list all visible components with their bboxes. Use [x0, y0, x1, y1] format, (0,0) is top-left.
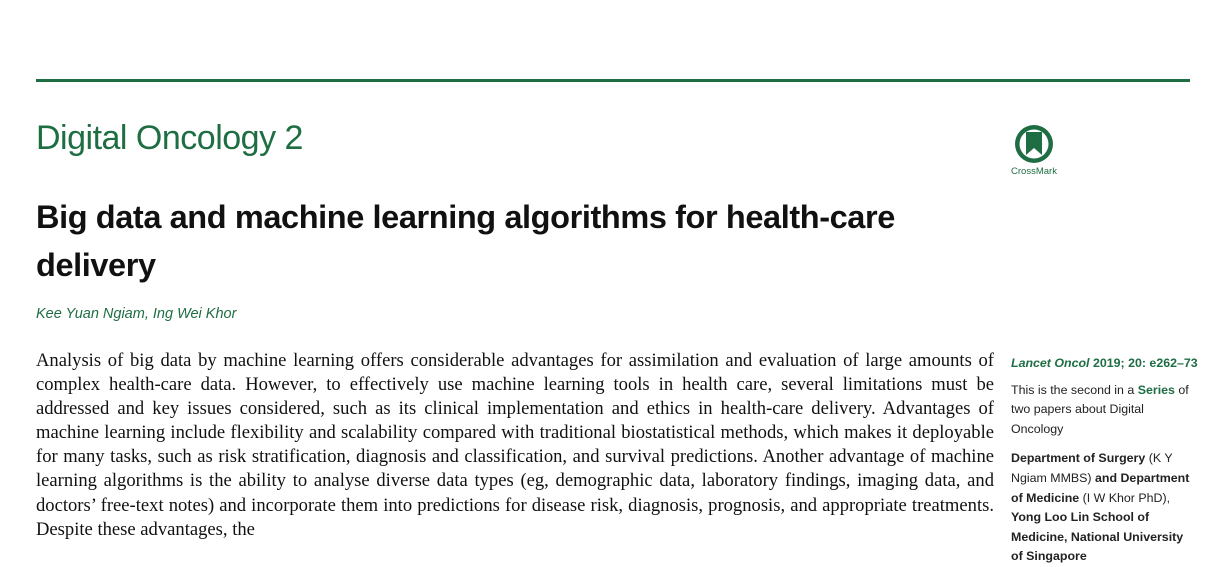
series-note-after: of two papers about Digital Oncology — [1011, 382, 1189, 436]
affil-ngiam: (K Y Ngiam MMBS) — [1011, 451, 1173, 485]
affiliations — [1011, 449, 1191, 567]
series-link[interactable]: Series — [1137, 382, 1175, 397]
affil-school: Yong Loo Lin School of Medicine, National — [1011, 510, 1150, 544]
header-rule — [36, 79, 1190, 82]
article-title: Big data and machine learning algorithms for health-care delivery — [36, 199, 895, 283]
author-list: Kee Yuan Ngiam, Ing Wei Khor — [36, 306, 237, 322]
abstract-text: Analysis of big data by machine learning offers considerable advantages for assimilation and evaluation of large amounts of complex health-care data. However, to effectively use machine learning tools in health care, several limitations must be addressed and key issues considered, such as its clinical implementation and ethics in health-care delivery. Advantages of machine learning include flexibility and scalability compared with traditional biostatistical methods, which makes it deployable for many tasks, such as risk stratification, diagnosis and classification, and survival predictions. Another advantage of machine learning algorithms is the ability to analyse diverse data types (eg, demographic data, laboratory findings, imaging data, and doctors’ free-text notes) and incorporate them into predictions for disease risk, diagnosis, prognosis, and appropriate treatments. Despite these advantages, the — [36, 350, 994, 540]
affil-dept-surgery: Department of Surgery — [1011, 451, 1146, 466]
crossmark-badge[interactable] — [1008, 124, 1060, 177]
affil-dept-medicine: Department of Medicine — [1011, 470, 1190, 505]
series-note-before: This is the second in a — [1011, 382, 1138, 397]
affil-khor: (I W Khor PhD), — [1079, 490, 1171, 505]
crossmark-icon — [1014, 124, 1054, 164]
affil-and: and — [1095, 470, 1118, 485]
crossmark-label: CrossMark — [1011, 166, 1057, 177]
affil-tail: University of Singapore — [1011, 529, 1184, 564]
sidebar — [1011, 354, 1198, 567]
journal-citation — [1011, 354, 1198, 374]
series-label: Digital Oncology 2 — [36, 119, 303, 157]
journal-name: Lancet Oncol — [1011, 356, 1090, 370]
series-note — [1011, 381, 1191, 440]
citation-details: 2019; 20: e262–73 — [1089, 356, 1198, 370]
